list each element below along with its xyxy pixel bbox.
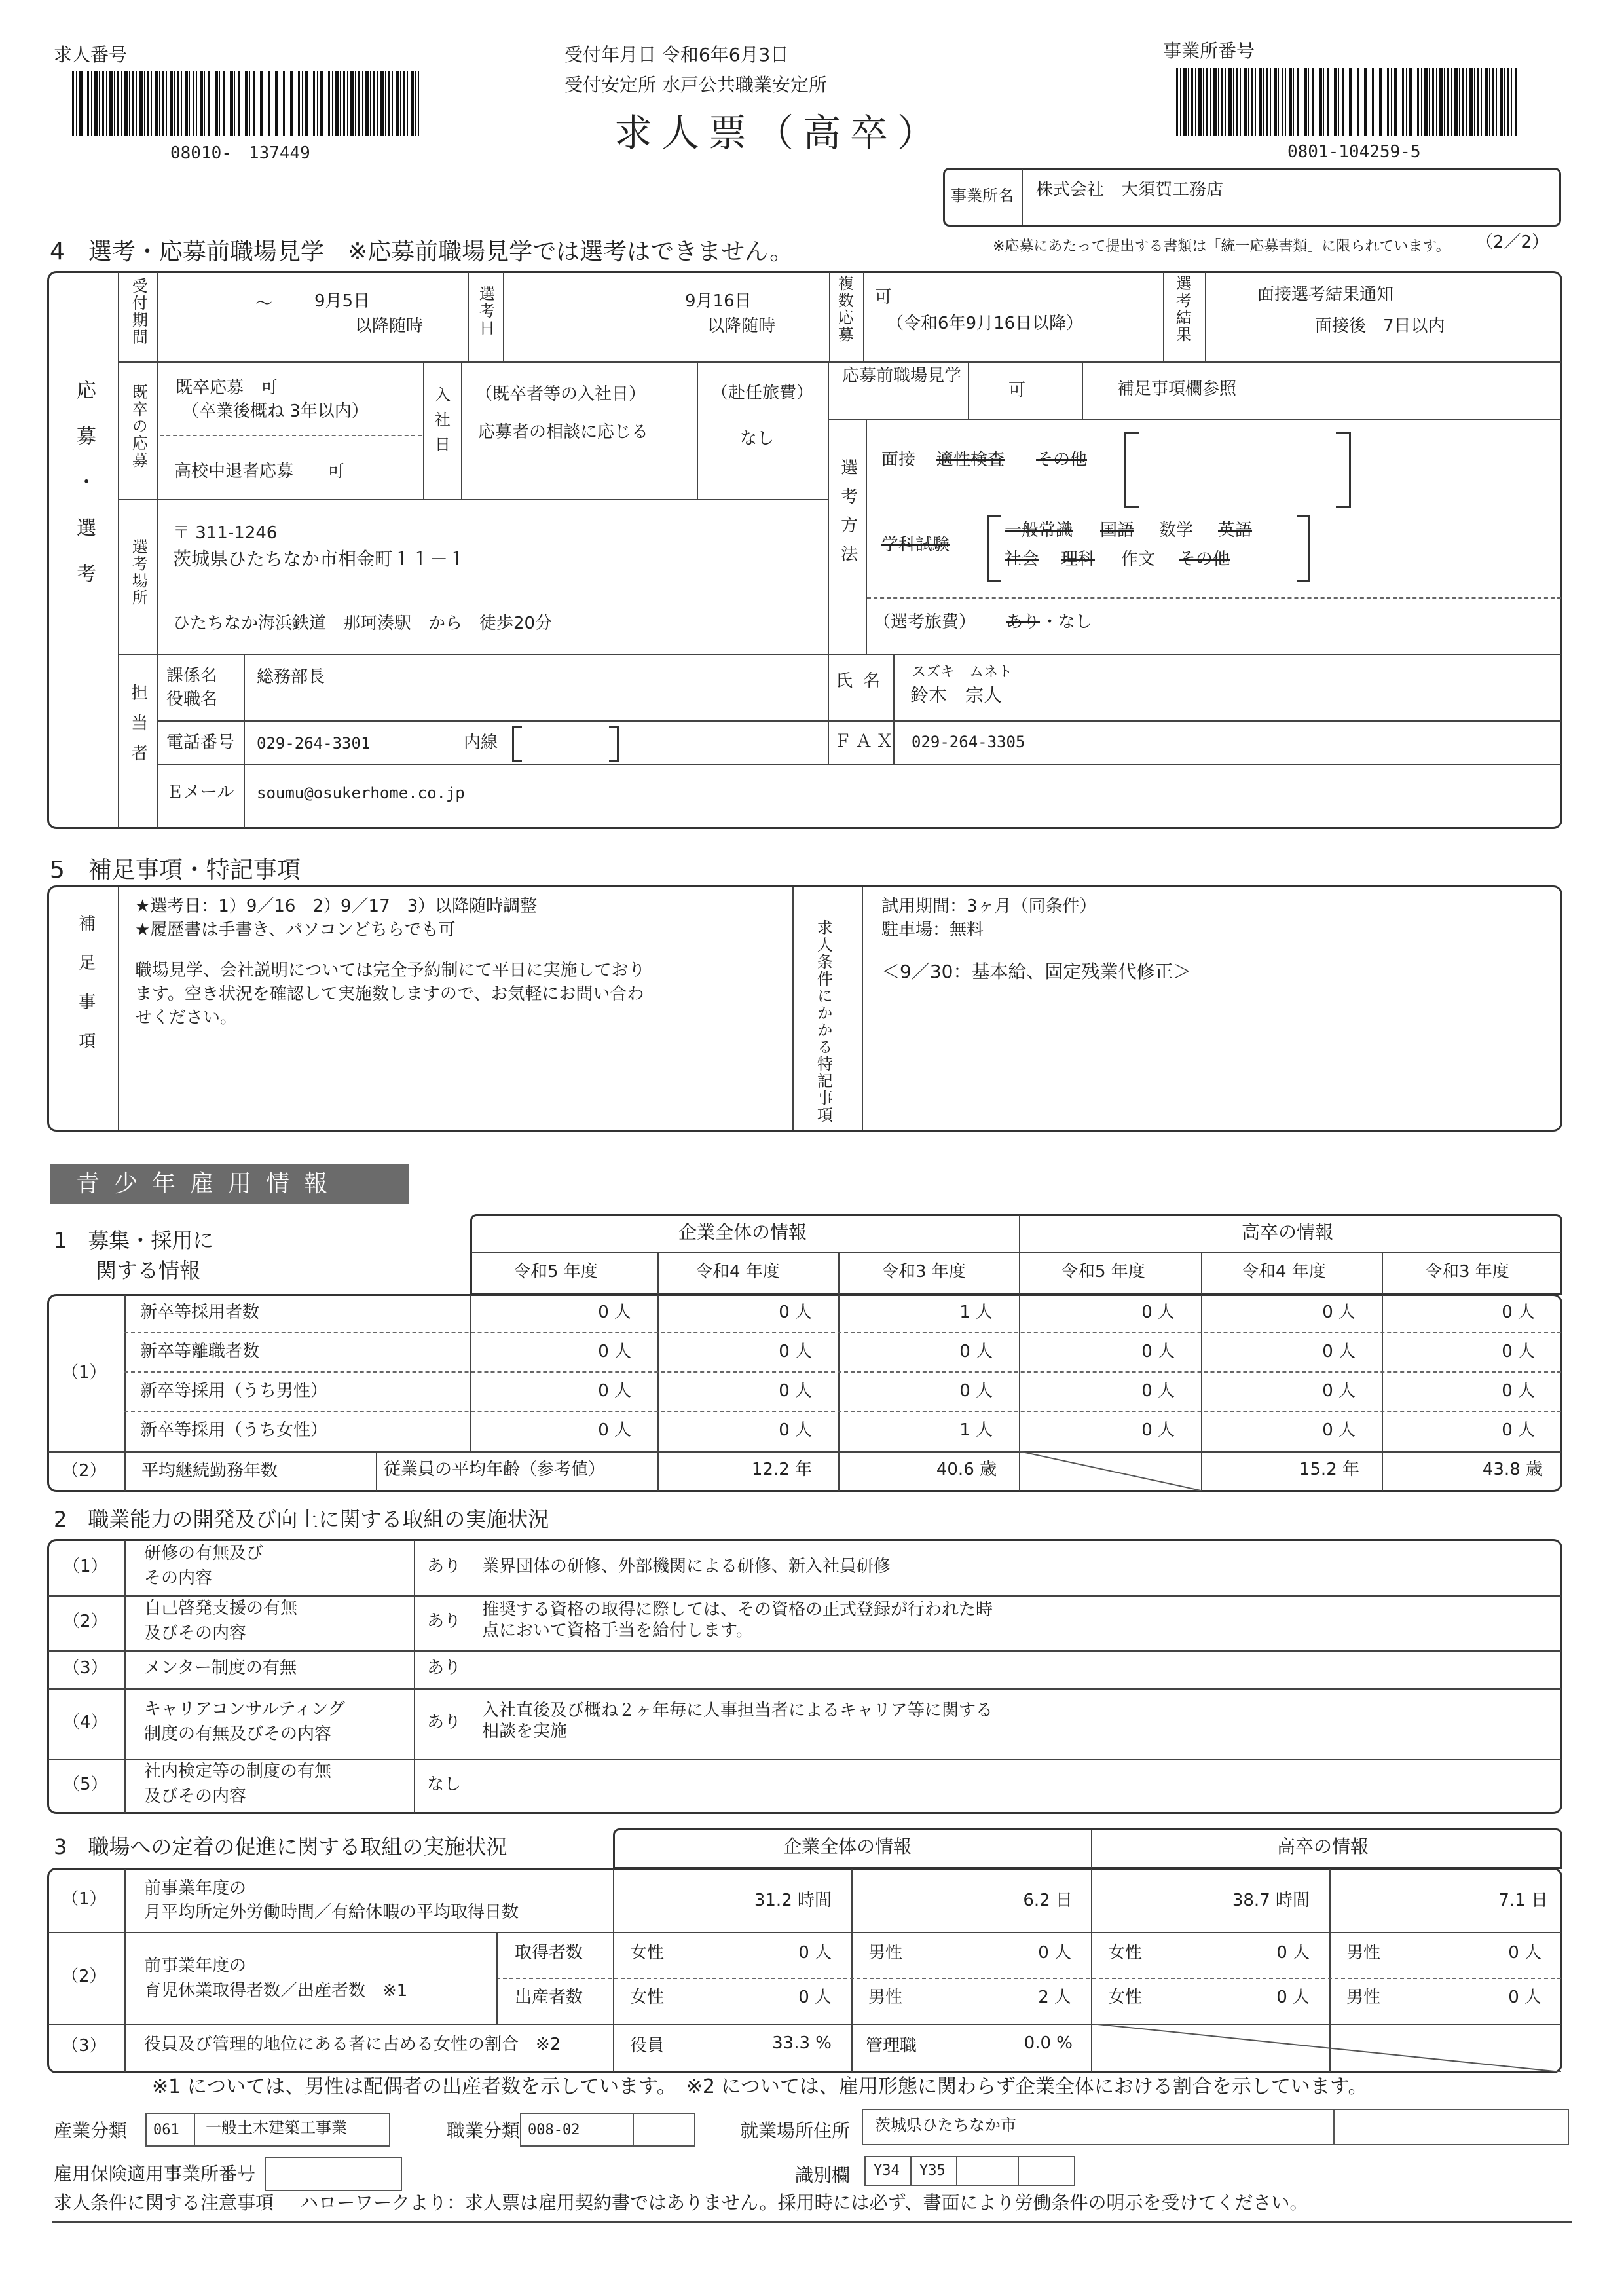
s2-row-no: （5）: [63, 1775, 108, 1794]
year-col-2: 令和4 年度: [695, 1262, 780, 1282]
supplement-line1: ★選考日：1）9／16 2）9／17 3）以降随時調整: [135, 897, 538, 916]
subject-japanese: 国語: [1100, 521, 1135, 540]
office-number-label: 事業所番号: [1163, 40, 1255, 62]
s1-header-box: [470, 1214, 1562, 1295]
s1-row-value: 0 人: [1322, 1342, 1356, 1361]
page-number: （2／2）: [1476, 232, 1549, 252]
received-office: 受付安定所 水戸公共職業安定所: [564, 74, 827, 96]
tenure-label: 平均継続勤務年数: [141, 1461, 278, 1481]
s3-r1-label1: 前事業年度の: [144, 1879, 247, 1898]
reception-tilde: 〜: [255, 294, 273, 314]
s3-r3-label: 役員及び管理的地位にある者に占める女性の割合 ※2: [144, 2035, 561, 2054]
year-col-1: 令和5 年度: [513, 1262, 598, 1282]
s3-r3-no: （3）: [62, 2036, 107, 2056]
occupation-label: 職業分類: [447, 2120, 521, 2141]
industry-name: 一般土木建築工事業: [206, 2119, 347, 2137]
s1-row-value: 1 人: [959, 1303, 993, 1322]
industry-label: 産業分類: [54, 2120, 128, 2141]
s3-r2-value: 0 人: [1508, 1943, 1541, 1963]
occupation-code: 008-02: [528, 2122, 580, 2138]
s2-row-label: キャリアコンサルティング: [144, 1699, 345, 1719]
graduate-label: 既卒の応募: [129, 384, 148, 469]
s1-row-value: 0 人: [779, 1303, 812, 1322]
s1-row-value: 0 人: [1502, 1420, 1535, 1440]
special-notes-label: 求人条件にかかる特記事項: [814, 919, 833, 1124]
s1-group1: （1）: [62, 1363, 107, 1382]
s3-company-header: 企業全体の情報: [783, 1836, 912, 1857]
selection-after: 以降随時: [707, 316, 776, 336]
s2-row-label: 研修の有無及び: [144, 1544, 264, 1563]
fax-label: ＦＡＸ: [834, 731, 898, 751]
year-col-3: 令和3 年度: [881, 1262, 966, 1282]
s2-title: 2 職業能力の開発及び向上に関する取組の実施状況: [54, 1507, 549, 1532]
s3-r2-value: 2 人: [1038, 1988, 1071, 2007]
s2-row-no: （3）: [63, 1658, 108, 1678]
s1-row-value: 0 人: [598, 1420, 631, 1440]
special-line3: ＜9／30：基本給、固定残業代修正＞: [881, 961, 1192, 982]
visit-note: 補足事項欄参照: [1117, 379, 1237, 399]
result-label: 選考結果: [1173, 275, 1192, 343]
youth-banner: 青少年雇用情報: [50, 1164, 409, 1204]
s1-row-value: 0 人: [779, 1342, 812, 1361]
s2-row-no: （2）: [63, 1612, 108, 1631]
s1-row-value: 0 人: [1322, 1420, 1356, 1440]
s1-row-value: 0 人: [1502, 1303, 1535, 1322]
year-col-6: 令和3 年度: [1425, 1262, 1509, 1282]
s2-row-no: （4）: [63, 1713, 108, 1732]
dept-label-2: 役職名: [166, 690, 218, 709]
s2-row-flag: あり: [427, 1612, 462, 1631]
s1-company-header: 企業全体の情報: [678, 1221, 807, 1243]
contact-label: 担当者: [128, 684, 148, 774]
visit-label-1: 応募前職場見学: [842, 366, 962, 386]
s3-r1-company-days: 6.2 日: [1023, 1891, 1073, 1910]
year-col-5: 令和4 年度: [1242, 1262, 1326, 1282]
s3-r2-value: 0 人: [1276, 1988, 1310, 2007]
received-date: 受付年月日 令和6年6月3日: [564, 44, 789, 65]
s1-row-value: 0 人: [1141, 1381, 1175, 1401]
travel-value: なし: [740, 429, 775, 449]
section5-heading: 5 補足事項・特記事項: [50, 857, 301, 883]
s3-r2-birth-label: 出産者数: [515, 1988, 583, 2007]
officer-value: 33.3 %: [772, 2033, 832, 2053]
contact-name: 鈴木 宗人: [910, 684, 1003, 706]
s2-row-label: 自己啓発支援の有無: [144, 1599, 298, 1618]
s3-r2-sex: 女性: [630, 1988, 665, 2007]
tenure-hs: 15.2 年: [1299, 1460, 1359, 1479]
supplement-line5: せください。: [135, 1008, 238, 1028]
s3-r2-sex: 男性: [868, 1943, 903, 1963]
s1-row-value: 0 人: [959, 1342, 993, 1361]
tel-label: 電話番号: [166, 733, 235, 752]
s3-r2-value: 0 人: [798, 1988, 832, 2007]
s3-r2-sex: 男性: [1346, 1988, 1381, 2007]
method-other: その他: [1036, 450, 1088, 470]
supplement-line2: ★履歴書は手書き、パソコンどちらでも可: [135, 920, 456, 940]
id-code-1: Y34: [874, 2162, 900, 2179]
s2-row-flag: なし: [427, 1775, 462, 1794]
s3-r2-value: 0 人: [1276, 1943, 1310, 1963]
s2-row-label: 及びその内容: [144, 1623, 247, 1643]
dropout-value: 高校中退者応募 可: [174, 462, 345, 481]
s2-row-text: 相談を実施: [482, 1722, 568, 1741]
s2-row-text: 業界団体の研修、外部機関による研修、新入社員研修: [482, 1557, 891, 1576]
subject-social: 社会: [1005, 549, 1039, 569]
s2-row-label: 社内検定等の制度の有無: [144, 1762, 332, 1781]
subject-essay: 作文: [1121, 549, 1156, 569]
s1-hs-header: 高卒の情報: [1242, 1221, 1334, 1243]
name-kana: スズキ ムネト: [912, 664, 1013, 680]
id-code-2: Y35: [919, 2162, 946, 2179]
s2-row-flag: あり: [427, 1658, 462, 1678]
section4-heading: 4 選考・応募前職場見学 ※応募前職場見学では選考はできません。: [50, 238, 794, 265]
age-company: 40.6 歳: [936, 1460, 997, 1479]
multiple-apply-value: 可: [875, 287, 893, 307]
s3-r2-sex: 男性: [1346, 1943, 1381, 1963]
supplement-side-label: 補足事項: [75, 914, 96, 1071]
multiple-apply-note: （令和6年9月16日以降）: [887, 314, 1084, 333]
result-line1: 面接選考結果通知: [1257, 285, 1394, 305]
s3-r1-label2: 月平均所定外労働時間／有給休暇の平均取得日数: [144, 1902, 519, 1922]
entry-line1: （既卒者等の入社日）: [475, 384, 646, 404]
apply-select-side-label: 応募・選考: [73, 380, 96, 609]
s2-row-label: 制度の有無及びその内容: [144, 1724, 332, 1744]
s1-row-value: 0 人: [1322, 1381, 1356, 1401]
job-number: 08010- 137449: [170, 143, 310, 163]
company-name: 株式会社 大須賀工務店: [1036, 180, 1224, 200]
method-aptitude: 適性検査: [936, 450, 1005, 470]
fax-value: 029-264-3305: [912, 733, 1025, 751]
visit-value: 可: [1008, 380, 1026, 400]
insurance-number-box: [265, 2157, 402, 2191]
s3-r2-label2: 育児休業取得者数／出産者数 ※1: [144, 1981, 408, 2001]
s3-r1-no: （1）: [62, 1889, 107, 1909]
s1-group2: （2）: [62, 1461, 107, 1481]
tenure-company: 12.2 年: [751, 1460, 812, 1479]
s1-row-value: 0 人: [779, 1420, 812, 1440]
s1-row-value: 0 人: [1141, 1420, 1175, 1440]
company-name-label: 事業所名: [951, 187, 1014, 205]
dept-label-1: 課係名: [166, 666, 218, 686]
s3-r2-take-label: 取得者数: [515, 1943, 583, 1963]
subject-math: 数学: [1159, 521, 1194, 540]
age-hs: 43.8 歳: [1482, 1460, 1543, 1479]
graduate-value: 既卒応募 可: [175, 378, 278, 398]
s1-row-value: 0 人: [598, 1381, 631, 1401]
name-label: 氏名: [836, 671, 891, 691]
selection-travel-label: （選考旅費）: [874, 612, 976, 632]
s3-title: 3 職場への定着の促進に関する取組の実施状況: [54, 1834, 507, 1859]
special-line2: 駐車場：無料: [881, 920, 984, 940]
s2-row-label: 及びその内容: [144, 1787, 247, 1806]
s1-row-label: 新卒等採用（うち女性）: [140, 1420, 328, 1440]
s3-r1-company-hours: 31.2 時間: [754, 1891, 832, 1910]
selection-travel-no: ・なし: [1041, 612, 1093, 632]
s3-header-box: [613, 1828, 1562, 1869]
result-line2: 面接後 7日以内: [1315, 316, 1445, 336]
s1-row-value: 0 人: [598, 1342, 631, 1361]
selection-day: 9月16日: [685, 291, 752, 311]
special-line1: 試用期間：3ヶ月（同条件）: [881, 897, 1097, 916]
industry-code: 061: [153, 2122, 179, 2138]
year-col-4: 令和5 年度: [1061, 1262, 1145, 1282]
s3-r2-sex: 女性: [1108, 1943, 1143, 1963]
reception-period-label: 受付期間: [129, 278, 148, 346]
s2-row-flag: あり: [427, 1557, 462, 1576]
selection-address: 茨城県ひたちなか市相金町１１－１: [173, 548, 467, 570]
dept-value: 総務部長: [257, 667, 325, 687]
reception-from: 9月5日: [314, 291, 371, 311]
s2-row-text: 入社直後及び概ね２ヶ年毎に人事担当者によるキャリア等に関する: [482, 1701, 993, 1720]
s3-hs-header: 高卒の情報: [1277, 1836, 1369, 1857]
s3-r2-value: 0 人: [798, 1943, 832, 1963]
subject-general: 一般常識: [1005, 521, 1073, 540]
insurance-label: 雇用保険適用事業所番号: [54, 2163, 256, 2185]
office-number-barcode: [1176, 68, 1517, 136]
method-written: 学科試験: [881, 535, 950, 555]
multiple-apply-label: 複数応募: [835, 275, 854, 343]
officer-label: 役員: [630, 2036, 665, 2056]
graduate-note: （卒業後概ね 3年以内）: [182, 401, 369, 421]
entry-line2: 応募者の相談に応じる: [478, 422, 649, 442]
s3-r2-no: （2）: [62, 1967, 107, 1986]
s1-title-2: 関する情報: [96, 1258, 201, 1283]
manager-value: 0.0 %: [1024, 2033, 1073, 2053]
documents-note: ※応募にあたって提出する書類は「統一応募書類」に限られています。: [993, 238, 1450, 255]
workplace-label: 就業場所住所: [740, 2120, 851, 2141]
selection-access: ひたちなか海浜鉄道 那珂湊駅 から 徒歩20分: [173, 614, 553, 633]
subject-english: 英語: [1218, 521, 1253, 540]
workplace-address: 茨城県ひたちなか市: [875, 2116, 1016, 2134]
s1-row-label: 新卒等離職者数: [140, 1342, 260, 1361]
s1-row-label: 新卒等採用者数: [140, 1303, 260, 1322]
age-label: 従業員の平均年齢（参考値）: [384, 1460, 606, 1479]
travel-label: （赴任旅費）: [711, 383, 814, 403]
s3-r1-hs-hours: 38.7 時間: [1232, 1891, 1310, 1910]
s3-r3-hs-diagonal: [1091, 2024, 1561, 2072]
s2-row-label: メンター制度の有無: [144, 1658, 297, 1678]
s3-r2-sex: 女性: [1108, 1988, 1143, 2007]
s1-row-value: 0 人: [1322, 1303, 1356, 1322]
s3-r2-sex: 男性: [868, 1988, 903, 2007]
method-interview: 面接: [881, 450, 916, 470]
caution-text: ハローワークより：求人票は雇用契約書ではありません。採用時には必ず、書面により労働条件の明示を受けてください。: [300, 2192, 1308, 2213]
reception-after: 以降随時: [355, 316, 424, 336]
s3-r2-label1: 前事業年度の: [144, 1956, 247, 1976]
manager-label: 管理職: [866, 2036, 917, 2056]
caution-label: 求人条件に関する注意事項: [54, 2192, 274, 2213]
selection-travel-yes: あり: [1006, 612, 1041, 632]
ext-label: 内線: [464, 733, 498, 752]
s2-row-text: 推奨する資格の取得に際しては、その資格の正式登録が行われた時: [482, 1600, 993, 1620]
entry-date-label: 入社日: [432, 386, 451, 461]
form-title: 求人票（高卒）: [614, 111, 945, 155]
s1-row-value: 0 人: [598, 1303, 631, 1322]
s2-row-text: 点において資格手当を給付します。: [482, 1621, 753, 1640]
s1-title-1: 1 募集・採用に: [54, 1228, 214, 1253]
tenure-hs-diagonal: [1019, 1451, 1201, 1491]
id-label: 識別欄: [795, 2164, 851, 2186]
supplement-line3: 職場見学、会社説明については完全予約制にて平日に実施しており: [135, 961, 646, 980]
s1-row-value: 0 人: [1141, 1303, 1175, 1322]
s2-row-no: （1）: [63, 1557, 108, 1576]
s1-row-value: 0 人: [1502, 1342, 1535, 1361]
s1-row-value: 0 人: [1502, 1381, 1535, 1401]
footnote: ※1 については、男性は配偶者の出産者数を示しています。 ※2 については、雇用形態に関わらず企業全体における割合を示しています。: [152, 2075, 1368, 2098]
s2-row-label: その内容: [144, 1568, 213, 1588]
s3-r2-sex: 女性: [630, 1943, 665, 1963]
email-label: Ｅメール: [166, 783, 234, 802]
s2-row-flag: あり: [427, 1713, 462, 1732]
selection-place-label: 選考場所: [129, 538, 148, 606]
method-label: 選考方法: [838, 458, 858, 574]
subject-science: 理科: [1061, 549, 1096, 569]
s3-r2-value: 0 人: [1038, 1943, 1071, 1963]
office-number: 0801-104259-5: [1287, 142, 1421, 162]
s1-row-value: 1 人: [959, 1420, 993, 1440]
s3-r1-hs-days: 7.1 日: [1498, 1891, 1548, 1910]
s1-row-value: 0 人: [959, 1381, 993, 1401]
selection-day-label: 選考日: [476, 286, 495, 337]
supplement-line4: ます。空き状況を確認して実施数しますので、お気軽にお問い合わ: [135, 984, 644, 1004]
job-number-barcode: [72, 71, 419, 136]
s1-row-label: 新卒等採用（うち男性）: [140, 1381, 328, 1401]
postal-code: 〒 311-1246: [173, 523, 278, 543]
s3-r2-value: 0 人: [1508, 1988, 1541, 2007]
subject-other: その他: [1179, 549, 1230, 569]
job-number-label: 求人番号: [54, 44, 128, 65]
email-value: soumu@osukerhome.co.jp: [257, 784, 465, 802]
s1-row-value: 0 人: [779, 1381, 812, 1401]
s1-row-value: 0 人: [1141, 1342, 1175, 1361]
tel-value: 029-264-3301: [257, 734, 371, 752]
